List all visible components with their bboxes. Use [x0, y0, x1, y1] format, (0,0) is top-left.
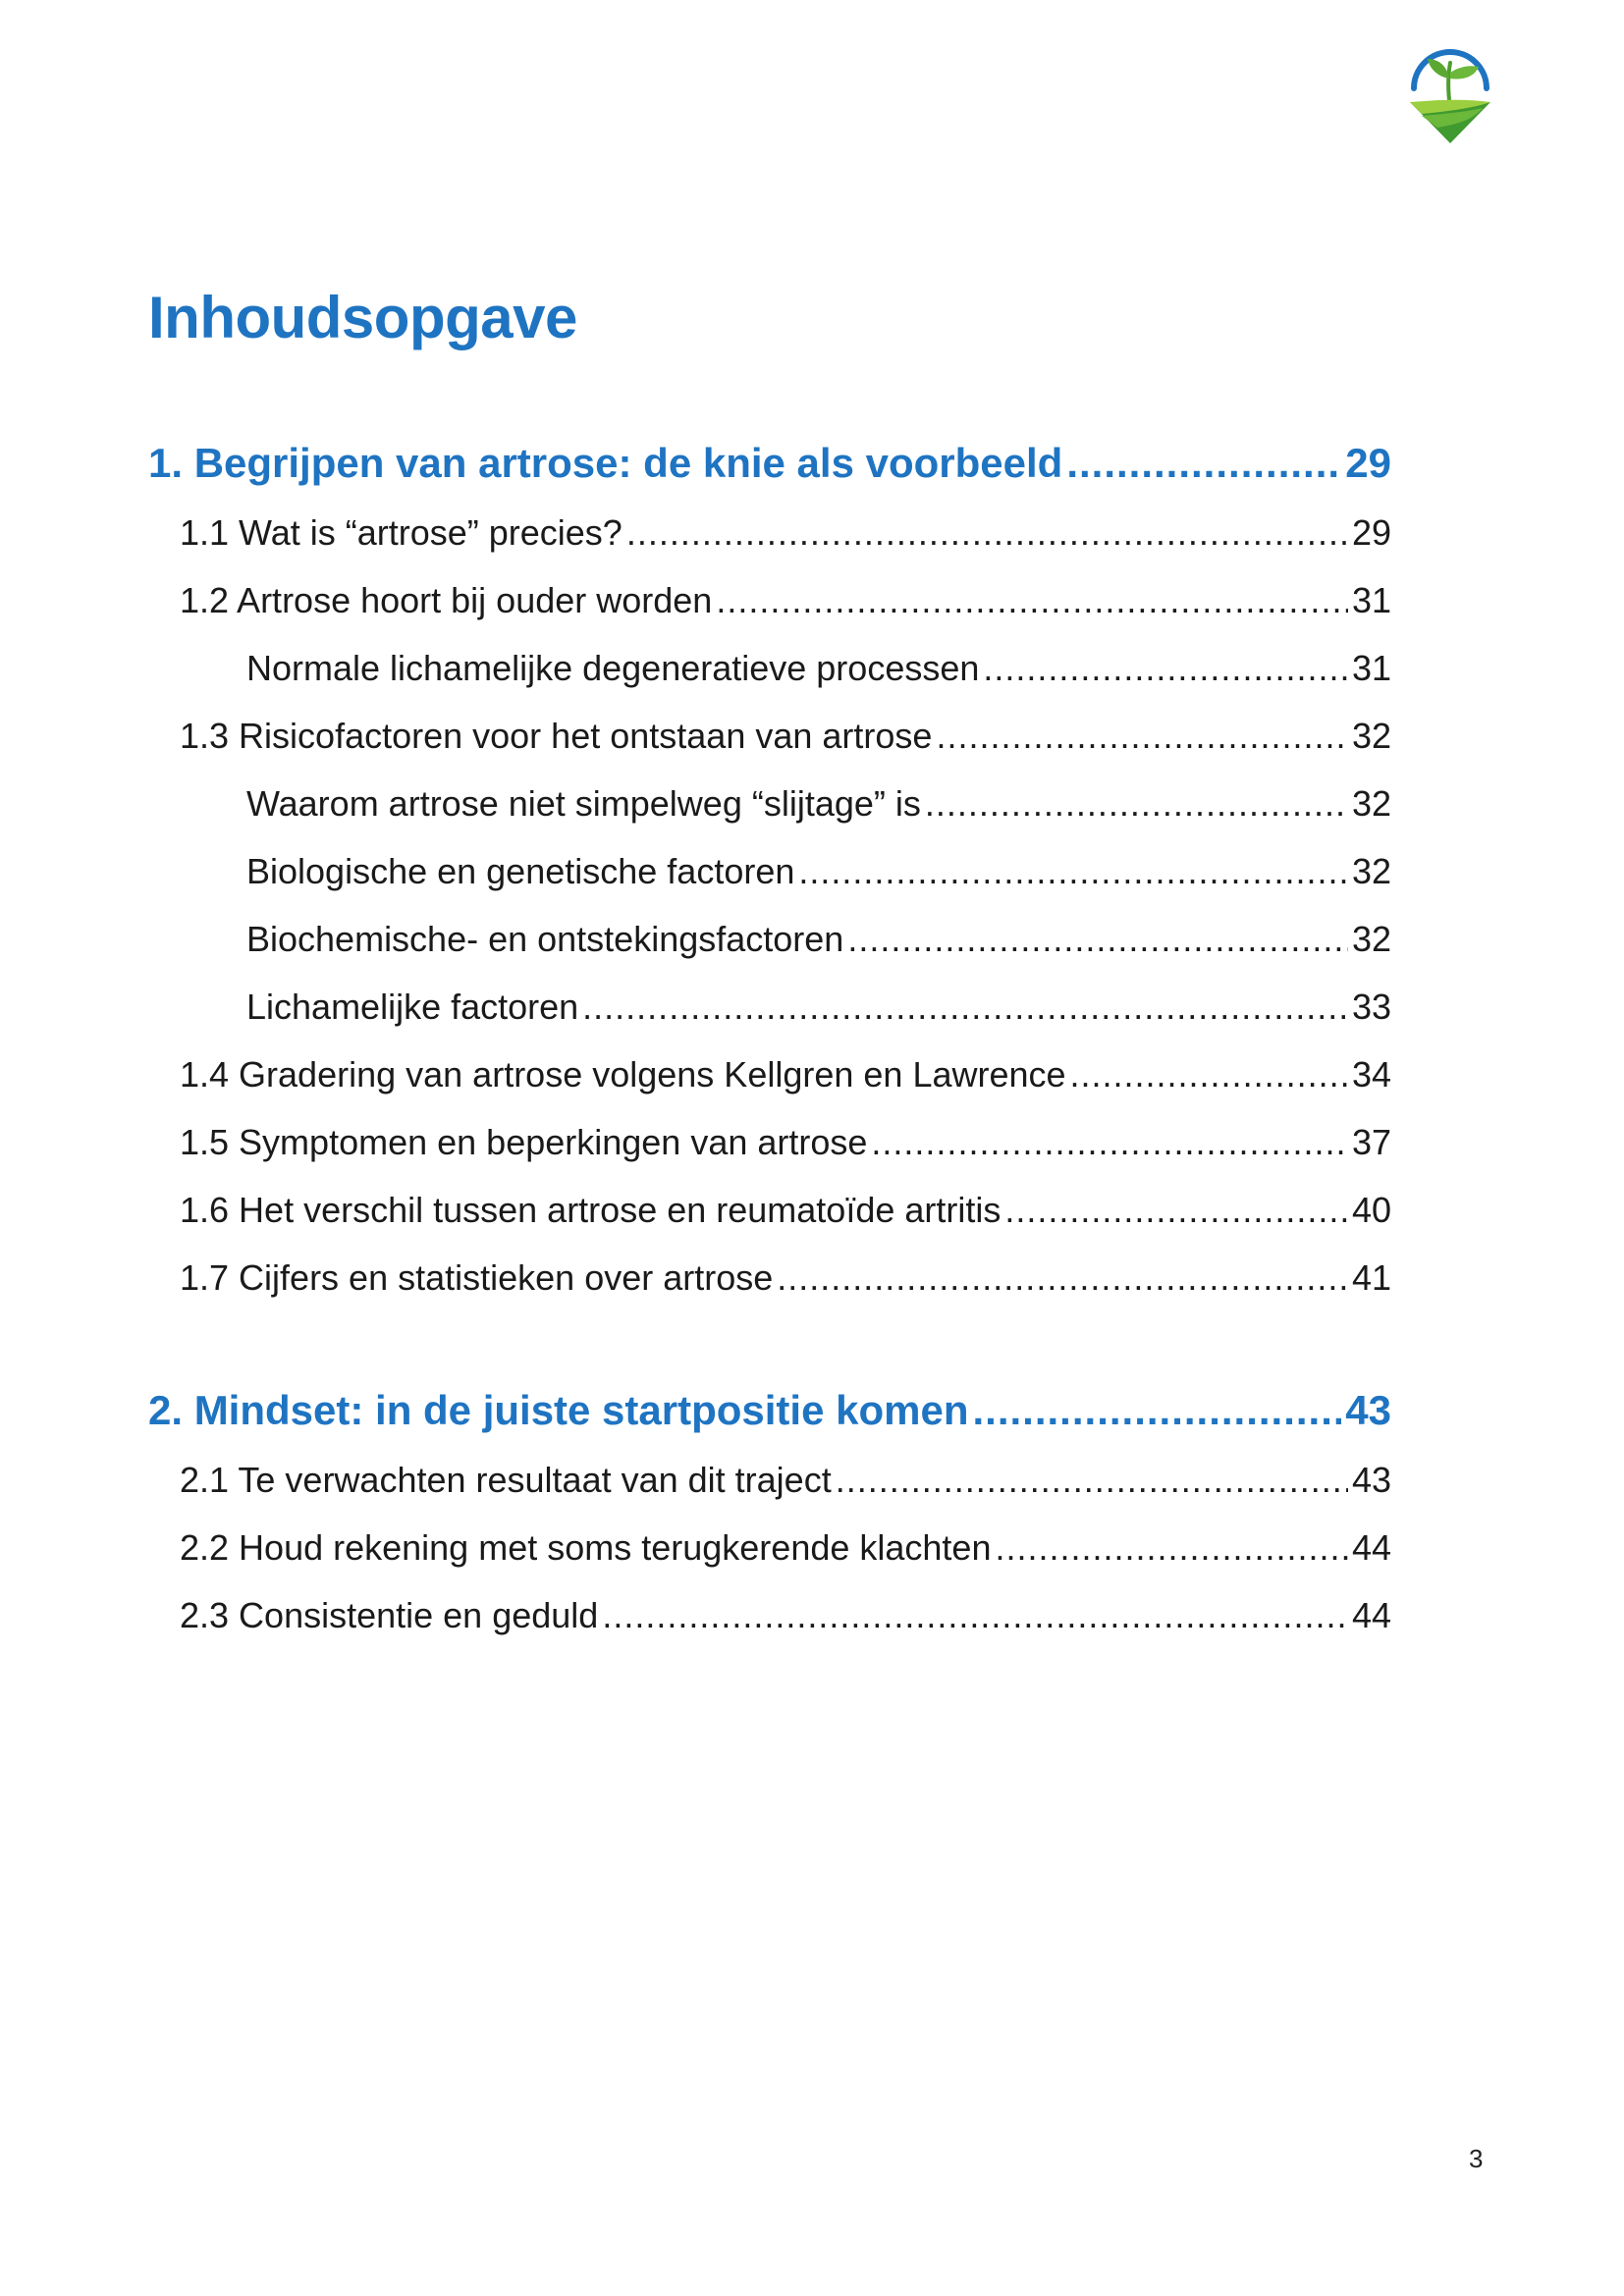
toc-entry-title: 2.3 Consistentie en geduld	[180, 1595, 599, 1635]
toc-dot-leader	[777, 1244, 1348, 1311]
toc-entry-page-number: 43	[1351, 1460, 1391, 1500]
page-title: Inhoudsopgave	[148, 285, 577, 350]
toc-dot-leader	[798, 837, 1348, 905]
toc-section-entry[interactable]	[148, 1514, 1391, 1581]
toc-section-entry[interactable]	[148, 1581, 1391, 1649]
toc-section-entry[interactable]	[148, 702, 1391, 770]
toc-entry-page-number: 32	[1351, 716, 1391, 756]
toc-entry-title: 2. Mindset: in de juiste startpositie komen	[148, 1387, 969, 1433]
toc-dot-leader	[973, 1375, 1342, 1446]
toc-dot-leader	[1070, 1041, 1348, 1108]
toc-dot-leader	[871, 1108, 1348, 1176]
toc-entry-title: Waarom artrose niet simpelweg “slijtage” is	[246, 783, 921, 824]
toc-entry-title: 1.7 Cijfers en statistieken over artrose	[180, 1257, 774, 1298]
toc-entry-title: 1.4 Gradering van artrose volgens Kellgren en Lawrence	[180, 1054, 1066, 1095]
toc-chapter-entry[interactable]	[148, 428, 1391, 499]
toc-section-entry[interactable]	[148, 1108, 1391, 1176]
toc-entry-title: Biochemische- en ontstekingsfactoren	[246, 919, 844, 959]
toc-dot-leader	[925, 770, 1348, 837]
toc-section-entry[interactable]	[148, 1176, 1391, 1244]
toc-entry-title: Lichamelijke factoren	[246, 987, 579, 1027]
toc-entry-title: 1.1 Wat is “artrose” precies?	[180, 512, 623, 553]
toc-subsection-entry[interactable]	[148, 634, 1391, 702]
toc-entry-title: 1. Begrijpen van artrose: de knie als voorbeeld	[148, 440, 1063, 486]
toc-entry-title: Biologische en genetische factoren	[246, 851, 795, 891]
toc-entry-title: 1.5 Symptomen en beperkingen van artrose	[180, 1122, 868, 1162]
toc-section-entry[interactable]	[148, 566, 1391, 634]
toc-entry-title: Normale lichamelijke degeneratieve processen	[246, 648, 980, 688]
toc-subsection-entry[interactable]	[148, 770, 1391, 837]
toc-section-entry[interactable]	[148, 1244, 1391, 1311]
toc-entry-title: 2.2 Houd rekening met soms terugkerende klachten	[180, 1527, 992, 1568]
toc-entry-title: 2.1 Te verwachten resultaat van dit traject	[180, 1460, 832, 1500]
toc-entry-page-number: 32	[1351, 783, 1391, 824]
toc-entry-page-number: 40	[1351, 1190, 1391, 1230]
toc-subsection-entry[interactable]	[148, 973, 1391, 1041]
toc-dot-leader	[626, 499, 1348, 566]
toc-entry-page-number: 37	[1351, 1122, 1391, 1162]
toc-dot-leader	[1066, 428, 1341, 499]
toc-entry-page-number: 31	[1351, 580, 1391, 620]
toc-section-entry[interactable]	[148, 1446, 1391, 1514]
toc-dot-leader	[1004, 1176, 1348, 1244]
toc-dot-leader	[716, 566, 1348, 634]
toc-entry-page-number: 32	[1351, 851, 1391, 891]
toc-entry-page-number: 31	[1351, 648, 1391, 688]
toc-section-entry[interactable]	[148, 499, 1391, 566]
toc-entry-page-number: 29	[1345, 440, 1391, 486]
plant-sprout-logo-icon	[1404, 43, 1496, 145]
toc-dot-leader	[582, 973, 1348, 1041]
toc-dot-leader	[983, 634, 1348, 702]
toc-entry-page-number: 43	[1345, 1387, 1391, 1433]
toc-dot-leader	[995, 1514, 1347, 1581]
toc-chapter-entry[interactable]	[148, 1375, 1391, 1446]
toc-dot-leader	[602, 1581, 1348, 1649]
toc-dot-leader	[836, 1446, 1348, 1514]
table-of-contents	[148, 428, 1391, 1649]
toc-section-entry[interactable]	[148, 1041, 1391, 1108]
toc-dot-leader	[847, 905, 1348, 973]
toc-subsection-entry[interactable]	[148, 905, 1391, 973]
toc-entry-title: 1.3 Risicofactoren voor het ontstaan van artrose	[180, 716, 933, 756]
toc-entry-title: 1.2 Artrose hoort bij ouder worden	[180, 580, 713, 620]
toc-entry-page-number: 41	[1351, 1257, 1391, 1298]
toc-entry-page-number: 33	[1351, 987, 1391, 1027]
toc-entry-page-number: 29	[1351, 512, 1391, 553]
toc-dot-leader	[936, 702, 1348, 770]
toc-entry-page-number: 44	[1351, 1527, 1391, 1568]
toc-subsection-entry[interactable]	[148, 837, 1391, 905]
toc-entry-page-number: 44	[1351, 1595, 1391, 1635]
toc-entry-page-number: 32	[1351, 919, 1391, 959]
toc-entry-page-number: 34	[1351, 1054, 1391, 1095]
toc-entry-title: 1.6 Het verschil tussen artrose en reumatoïde artritis	[180, 1190, 1001, 1230]
page-number: 3	[1469, 2144, 1484, 2173]
